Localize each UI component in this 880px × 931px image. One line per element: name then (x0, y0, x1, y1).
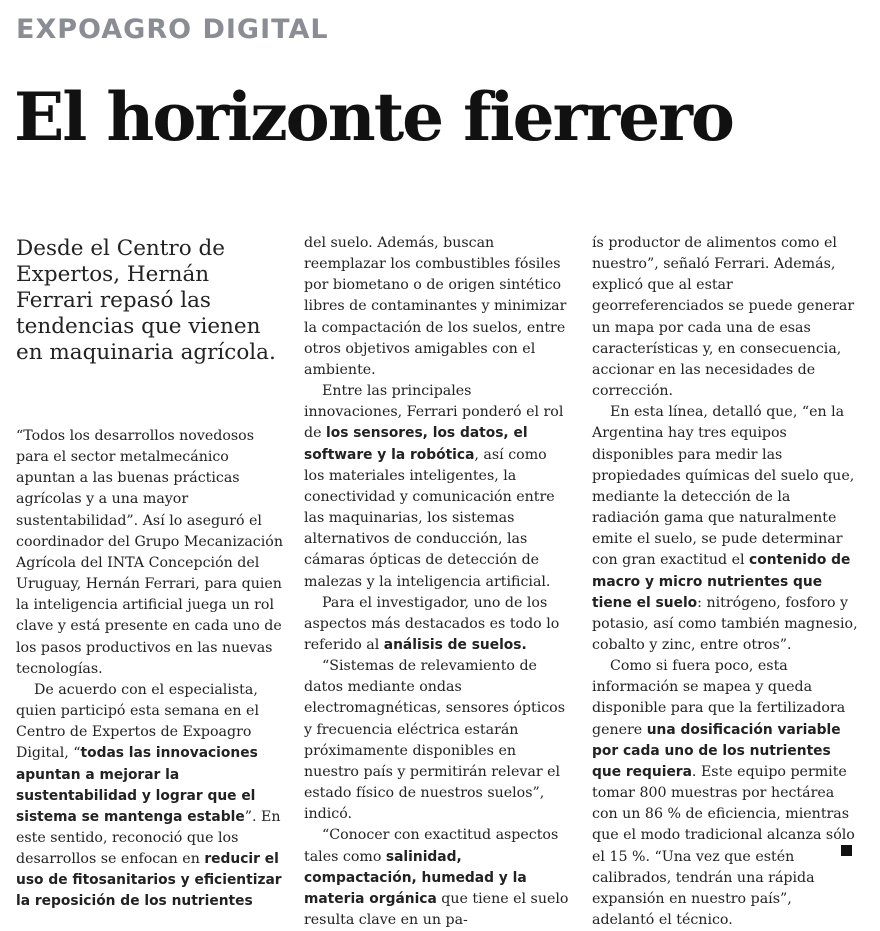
lead-paragraph: Desde el Centro de Expertos, Hernán Ferrari repasó las tendencias que vienen en maquinaria agrícola. (16, 236, 276, 365)
text-run: Como si fuera poco, esta información se mapea y queda disponible para que la fertilizadora genere (592, 658, 846, 738)
text-run: , así como los materiales inteligentes, la conectividad y comunicación entre las maquinarias, los sistemas alternativos de conducción, las cámaras ópticas de detección de malezas y la inteligencia artificial. (304, 446, 555, 590)
end-of-article-mark (841, 845, 852, 856)
paragraph: del suelo. Además, buscan reemplazar los combustibles fósiles por biometano o de origen sintético libres de contaminantes y minimizar la compactación de los suelos, entre otros objetivos amigables con el ambiente. (304, 235, 567, 378)
paragraph (304, 593, 570, 656)
text-run: Entre las principales innovaciones, Ferrari ponderó el rol de (304, 383, 564, 442)
text-run: De acuerdo con el especialista, quien participó esta semana en el Centro de Expertos de Expoagro Digital, “ (16, 681, 259, 762)
text-run: ”. En este sentido, reconoció que los desarrollos se enfocan en (16, 808, 281, 868)
section-label: EXPOAGRO DIGITAL (16, 14, 329, 45)
paragraph (304, 381, 570, 593)
paragraph (304, 825, 570, 931)
text-run: : nitrógeno, fosforo y potasio, así como también magnesio, cobalto y zinc, entre otros”. (592, 594, 858, 653)
article-column-1 (16, 426, 284, 913)
text-run: Para el investigador, uno de los aspectos más destacados es todo lo referido al (304, 594, 560, 653)
paragraph: “Todos los desarrollos novedosos para el sector metalmecánico apuntan a las buenas prácticas agrícolas y a una mayor sustentabilidad”. Así lo aseguró el coordinador del Grupo Mecanización Agrícola del INTA Concepción del Uruguay, Hernán Ferrari, para quien la inteligencia artificial juega un rol clave y está presente en cada uno de los pasos productivos en las nuevas tecnologías. (16, 428, 283, 677)
article-column-3 (592, 233, 858, 931)
highlight-text: salinidad, compactación, humedad y la materia orgánica (304, 848, 527, 907)
text-run: . Este equipo permite tomar 800 muestras por hectárea con un 86 % de eficiencia, mientras que el modo tradicional alcanza sólo el 15 %. “Una vez que estén calibrados, tendrán una rápida expansión en nuestro país”, adelantó el técnico. (592, 763, 855, 928)
highlight-text: una dosificación variable por cada uno de los nutrientes que requiera (592, 721, 841, 780)
text-run: que tiene el suelo resulta clave en un pa- (304, 890, 569, 928)
article-column-2 (304, 233, 570, 931)
paragraph (592, 402, 858, 656)
highlight-text: contenido de macro y micro nutrientes que tiene el suelo (592, 552, 851, 611)
paragraph: ís productor de alimentos como el nuestro”, señaló Ferrari. Además, explicó que al estar georreferenciados se puede generar un mapa por cada una de esas características y, en consecuencia, accionar en las necesidades de corrección. (592, 235, 855, 400)
headline: El horizonte fierrero (14, 78, 733, 156)
highlight-text: análisis de suelos. (383, 636, 527, 653)
paragraph (16, 680, 284, 913)
highlight-text: todas las innovaciones apuntan a mejorar la sustentabilidad y lograr que el sistema se mantenga estable (16, 745, 258, 825)
highlight-text: los sensores, los datos, el software y la robótica (304, 425, 528, 463)
text-run: “Conocer con exactitud aspectos tales como (304, 827, 559, 865)
text-run: En esta línea, detalló que, “en la Argentina hay tres equipos disponibles para medir las propiedades químicas del suelo que, mediante la detección de la radiación gama que naturalmente emite el suelo, se pude determinar con gran exactitud el (592, 404, 855, 569)
paragraph (592, 656, 858, 931)
paragraph: “Sistemas de relevamiento de datos mediante ondas electromagnéticas, sensores ópticos y frecuencia eléctrica estarán próximamente disponibles en nuestro país y permitirán relevar el estado físico de nuestros suelos”, indicó. (304, 658, 566, 823)
highlight-text: reducir el uso de fitosanitarios y eficientizar la reposición de los nutrientes (16, 851, 282, 910)
